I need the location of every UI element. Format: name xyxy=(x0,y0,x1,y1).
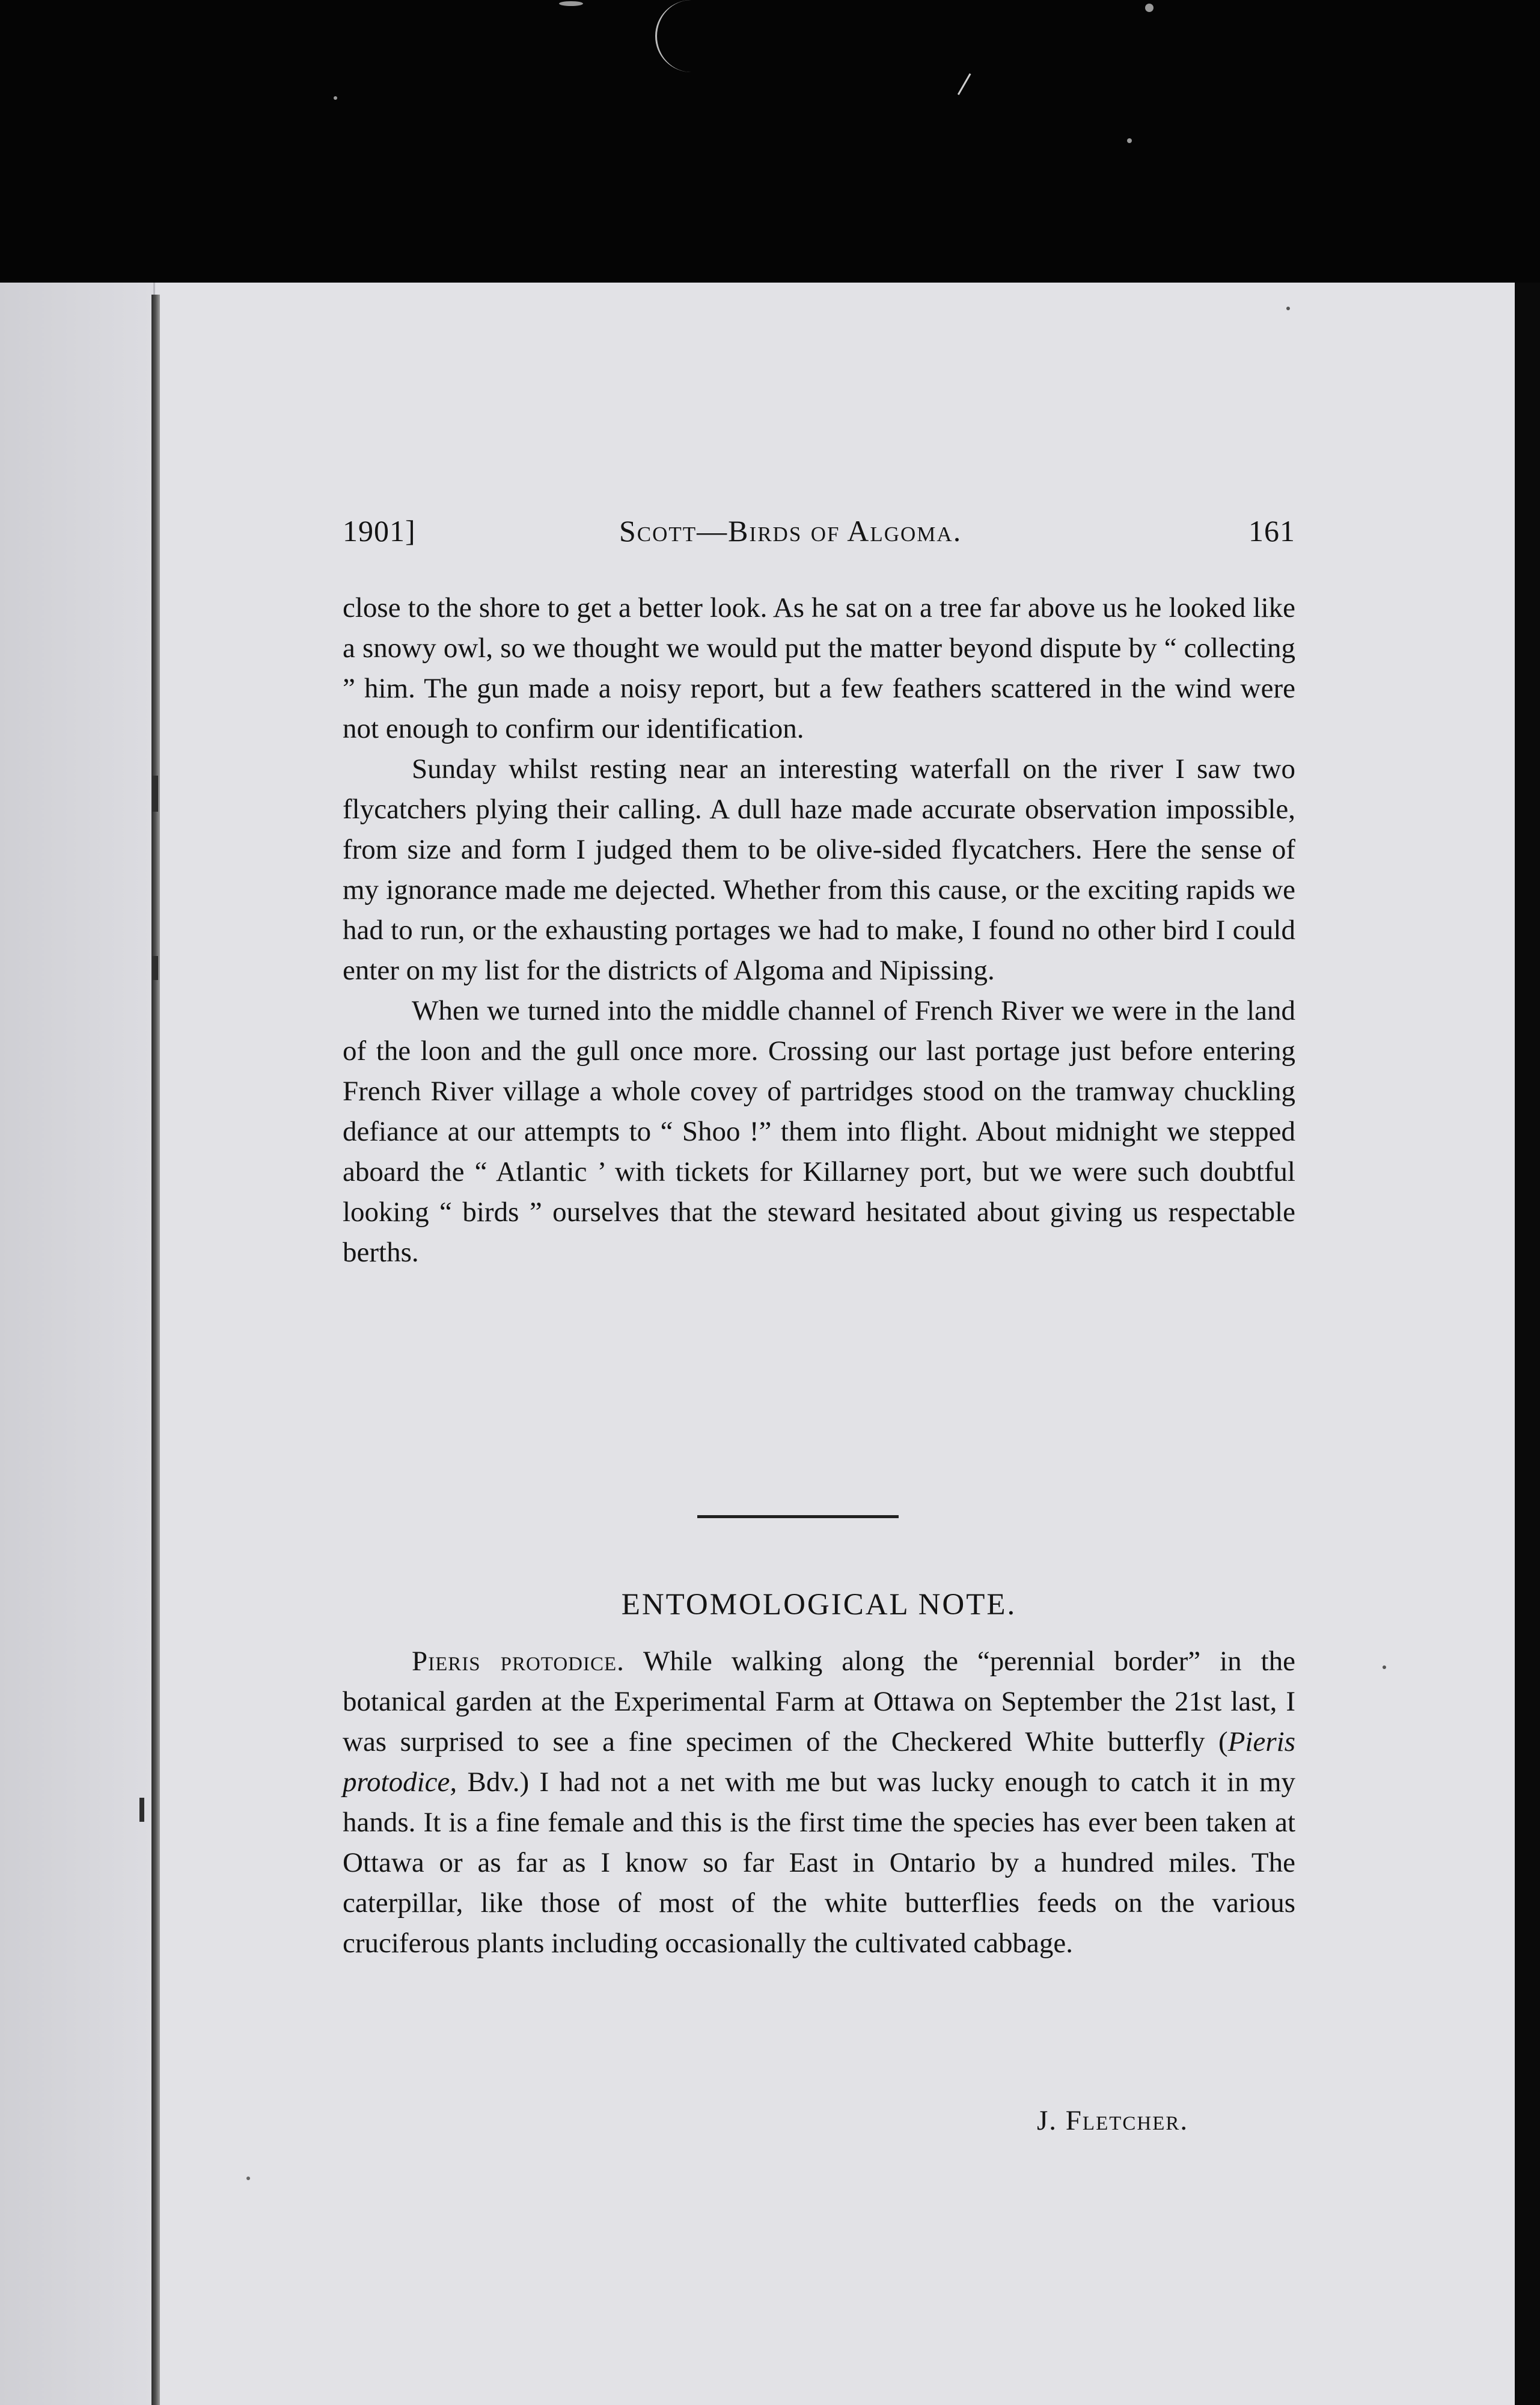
margin-mark xyxy=(152,956,158,980)
running-head-title: Scott—Birds of Algoma. xyxy=(619,514,962,548)
author-signature: J. Fletcher. xyxy=(1037,2105,1189,2136)
scan-speck xyxy=(559,1,583,6)
page-number: 161 xyxy=(1248,514,1295,548)
article-body xyxy=(343,588,1295,1273)
paragraph: Sunday whilst resting near an interesting waterfall on the river I saw two flycatchers plying their calling. A dull haze made accurate observation impossible, from size and form I judged them to be olive-sided flycatchers. Here the sense of my ignorance made me dejected. Whether from this cause, or the exciting rapids we had to run, or the exhausting portages we had to make, I found no other bird I could enter on my list for the districts of Algoma and Nipissing. xyxy=(343,753,1295,986)
margin-mark xyxy=(139,1798,144,1822)
margin-mark xyxy=(152,776,158,812)
note-text-part: Bdv.) I had not a net with me but was lucky enough to catch it in my hands. It is a fine female and this is the first time the species has ever been taken at Ottawa or as far as I know so far East in Ontario by a hundred miles. The caterpillar, like those of most of the white butterflies feeds on the various cruciferous plants including occasionally the cultivated cabbage. xyxy=(343,1766,1295,1959)
species-name: Pieris protodice, xyxy=(343,1726,1295,1798)
page-margin-strip xyxy=(0,283,155,2405)
page-right-edge xyxy=(1515,283,1540,2405)
paragraph: close to the shore to get a better look. As he sat on a tree far above us he looked like a snowy owl, so we thought we would put the matter beyond dispute by “ collecting ” him. The gun made a noisy report, but a few feathers scattered in the wind were not enough to confirm our identification. xyxy=(343,592,1295,744)
binding-edge xyxy=(151,295,160,2405)
scan-artifact-mark xyxy=(958,73,992,107)
scan-speck xyxy=(1127,138,1132,143)
scan-artifact-curve xyxy=(655,0,693,72)
paragraph: When we turned into the middle channel of French River we were in the land of the loon and the gull once more. Crossing our last portage just before entering French River village a whole covey of partridges stood on the tramway chuckling defiance at our attempts to “ Shoo !” them into flight. About midnight we stepped aboard the “ Atlantic ’ with tickets for Killarney port, but we were such doubtful looking “ birds ” ourselves that the steward hesitated about giving us respectable berths. xyxy=(343,995,1295,1268)
scan-speck xyxy=(1145,4,1153,12)
note-text-part: While walking along the “perennial border” in the botanical garden at the Experimental Farm at Ottawa on September the 21st last, I was surprised to see a fine specimen of the Checkered White butterfly ( xyxy=(343,1646,1295,1757)
note-paragraph xyxy=(343,1641,1295,1964)
page-speck xyxy=(1383,1665,1386,1669)
note-body xyxy=(343,1641,1295,1964)
scan-speck xyxy=(334,96,337,100)
section-divider xyxy=(697,1515,899,1518)
page-speck xyxy=(246,2177,250,2180)
page-speck xyxy=(1286,307,1290,310)
section-title: ENTOMOLOGICAL NOTE. xyxy=(621,1588,1017,1622)
note-lead: Pieris protodice. xyxy=(412,1646,625,1677)
running-head xyxy=(343,513,1295,562)
running-head-year: 1901] xyxy=(343,514,416,548)
